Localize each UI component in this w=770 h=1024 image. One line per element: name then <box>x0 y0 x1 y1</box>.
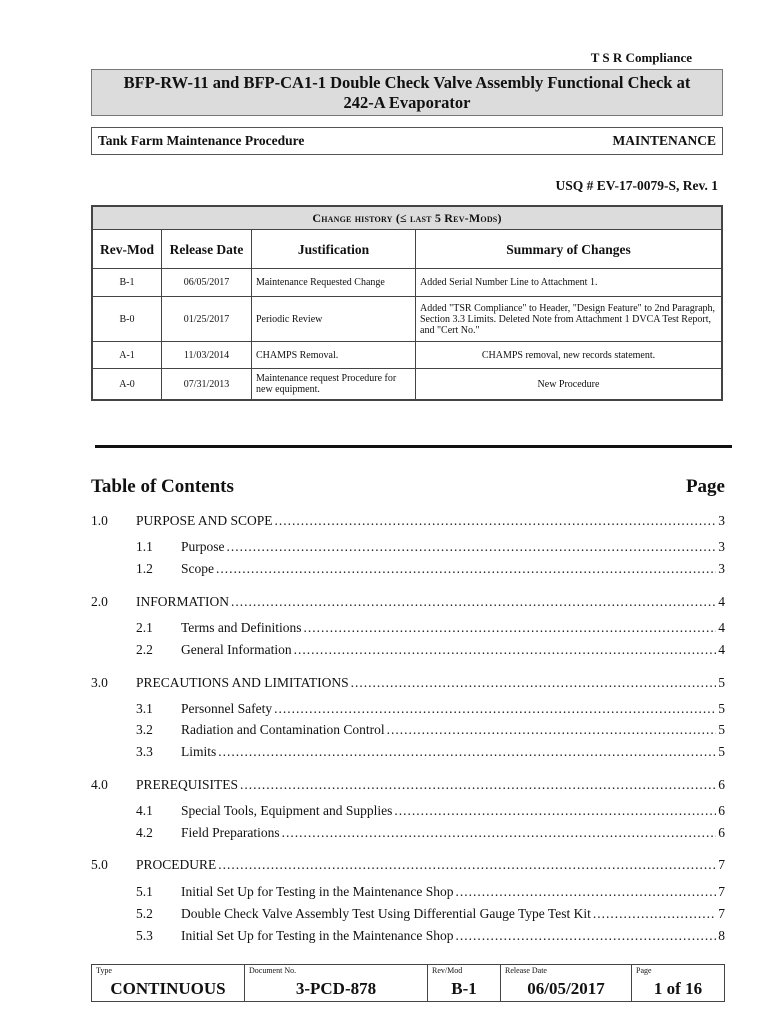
toc-label: Limits <box>181 744 217 759</box>
toc-page: 7 <box>718 857 725 872</box>
toc-title: Table of Contents <box>91 476 234 497</box>
toc-page: 5 <box>718 675 725 690</box>
toc-page: 4 <box>718 620 725 635</box>
usq-number: USQ # EV-17-0079-S, Rev. 1 <box>555 178 718 193</box>
toc-leader <box>282 825 717 841</box>
toc-leader <box>394 803 716 819</box>
footer-rev <box>428 965 501 1001</box>
toc-num: 5.2 <box>136 906 153 921</box>
footer-rev-label: Rev/Mod <box>432 966 463 975</box>
toc-label: Double Check Valve Assembly Test Using Differential Gauge Type Test Kit <box>181 906 591 921</box>
document-title <box>91 69 723 116</box>
toc-page: 4 <box>718 642 725 657</box>
toc-leader <box>351 675 717 691</box>
toc-entry[interactable] <box>91 513 725 531</box>
toc-page: 6 <box>718 825 725 840</box>
footer-rev-value: B-1 <box>451 979 477 998</box>
toc-num: 2.2 <box>136 642 153 657</box>
section-divider <box>95 445 732 448</box>
toc-leader <box>275 513 717 529</box>
toc-leader <box>218 857 716 873</box>
cell-summary: New Procedure <box>416 369 723 401</box>
toc-num: 5.0 <box>91 857 108 872</box>
change-history-title: Change history (≤ last 5 Rev-Mods) <box>92 206 722 230</box>
toc-leader <box>593 906 716 922</box>
toc-entry[interactable] <box>91 857 725 875</box>
table-row <box>92 269 722 297</box>
compliance-label: T S R Compliance <box>590 50 692 65</box>
toc-leader <box>456 928 717 944</box>
toc-entry[interactable] <box>136 906 725 924</box>
toc-entry[interactable] <box>91 675 725 693</box>
toc-num: 4.0 <box>91 777 108 792</box>
cell-rev: B-1 <box>92 269 162 297</box>
col-summary: Summary of Changes <box>416 230 723 269</box>
toc-label: INFORMATION <box>136 594 230 609</box>
cell-date: 11/03/2014 <box>162 342 252 369</box>
toc-leader <box>456 884 717 900</box>
cell-summary: Added Serial Number Line to Attachment 1. <box>416 269 723 297</box>
toc-num: 5.1 <box>136 884 153 899</box>
toc-num: 4.1 <box>136 803 153 818</box>
toc-entry[interactable] <box>91 594 725 612</box>
toc-entry[interactable] <box>136 803 725 821</box>
toc-entry[interactable] <box>136 701 725 719</box>
toc-leader <box>387 722 717 738</box>
title-line-2: 242-A Evaporator <box>343 93 471 112</box>
toc-entry[interactable] <box>136 620 725 638</box>
document-footer <box>91 964 725 1002</box>
toc-label: Scope <box>181 561 214 576</box>
toc-num: 3.0 <box>91 675 108 690</box>
toc-num: 3.1 <box>136 701 153 716</box>
toc-leader <box>216 561 716 577</box>
toc-leader <box>304 620 717 636</box>
toc-page: 5 <box>718 744 725 759</box>
toc-label: Field Preparations <box>181 825 280 840</box>
toc-label: PRECAUTIONS AND LIMITATIONS <box>136 675 349 690</box>
footer-doc-label: Document No. <box>249 966 297 975</box>
toc-label: Purpose <box>181 539 225 554</box>
toc-leader <box>218 744 716 760</box>
table-row <box>92 369 722 401</box>
toc-page: 3 <box>718 561 725 576</box>
cell-rev: A-0 <box>92 369 162 401</box>
toc-entry[interactable] <box>136 928 725 946</box>
toc-entry[interactable] <box>91 777 725 795</box>
toc-label: Initial Set Up for Testing in the Maintenance Shop <box>181 884 454 899</box>
toc-label: PROCEDURE <box>136 857 217 872</box>
change-history-table <box>91 205 723 401</box>
procedure-category: MAINTENANCE <box>612 133 716 148</box>
cell-justification: Maintenance request Procedure for new equipment. <box>252 369 416 401</box>
col-justification: Justification <box>252 230 416 269</box>
toc-label: PREREQUISITES <box>136 777 239 792</box>
footer-type <box>92 965 245 1001</box>
footer-page <box>632 965 724 1001</box>
toc-page: 5 <box>718 722 725 737</box>
footer-type-label: Type <box>96 966 112 975</box>
col-rev-mod: Rev-Mod <box>92 230 162 269</box>
toc-num: 5.3 <box>136 928 153 943</box>
cell-justification: Periodic Review <box>252 297 416 342</box>
toc-num: 4.2 <box>136 825 153 840</box>
toc-entry[interactable] <box>136 561 725 579</box>
toc-label: Initial Set Up for Testing in the Maintenance Shop <box>181 928 454 943</box>
toc-num: 1.0 <box>91 513 108 528</box>
cell-summary: Added "TSR Compliance" to Header, "Design Feature" to 2nd Paragraph, Section 3.3 Limits. Deleted Note from Attachment 1 DVCA Test Report, and "Cert No." <box>416 297 723 342</box>
toc-num: 2.1 <box>136 620 153 635</box>
toc-entry[interactable] <box>136 825 725 843</box>
toc-leader <box>274 701 716 717</box>
toc-label: Personnel Safety <box>181 701 273 716</box>
toc-num: 3.2 <box>136 722 153 737</box>
cell-rev: B-0 <box>92 297 162 342</box>
toc-leader <box>294 642 717 658</box>
cell-date: 06/05/2017 <box>162 269 252 297</box>
toc-label: Terms and Definitions <box>181 620 302 635</box>
toc-page: 6 <box>718 803 725 818</box>
toc-entry[interactable] <box>136 884 725 902</box>
toc-label: Radiation and Contamination Control <box>181 722 385 737</box>
cell-justification: CHAMPS Removal. <box>252 342 416 369</box>
toc-page: 7 <box>718 906 725 921</box>
cell-date: 07/31/2013 <box>162 369 252 401</box>
cell-justification: Maintenance Requested Change <box>252 269 416 297</box>
toc-page: 3 <box>718 513 725 528</box>
toc-entry[interactable] <box>136 722 725 740</box>
footer-date-label: Release Date <box>505 966 547 975</box>
footer-date-value: 06/05/2017 <box>527 979 605 998</box>
table-row <box>92 297 722 342</box>
cell-summary: CHAMPS removal, new records statement. <box>416 342 723 369</box>
toc-leader <box>240 777 716 793</box>
cell-rev: A-1 <box>92 342 162 369</box>
footer-type-value: CONTINUOUS <box>110 979 226 998</box>
toc-page: 4 <box>718 594 725 609</box>
toc-entry[interactable] <box>136 539 725 557</box>
toc-page: 7 <box>718 884 725 899</box>
toc-page: 6 <box>718 777 725 792</box>
toc-page: 8 <box>718 928 725 943</box>
toc-label: Special Tools, Equipment and Supplies <box>181 803 393 818</box>
toc-label: PURPOSE AND SCOPE <box>136 513 273 528</box>
footer-doc-value: 3-PCD-878 <box>295 979 377 998</box>
toc-page: 3 <box>718 539 725 554</box>
footer-date <box>501 965 632 1001</box>
title-line-1: BFP-RW-11 and BFP-CA1-1 Double Check Valve Assembly Functional Check at <box>123 73 691 92</box>
footer-doc <box>245 965 428 1001</box>
toc-num: 3.3 <box>136 744 153 759</box>
footer-page-value: 1 of 16 <box>653 979 703 998</box>
procedure-type: Tank Farm Maintenance Procedure <box>98 133 305 148</box>
toc-label: General Information <box>181 642 292 657</box>
table-row <box>92 342 722 369</box>
cell-date: 01/25/2017 <box>162 297 252 342</box>
toc-entry[interactable] <box>136 744 725 762</box>
col-release-date: Release Date <box>162 230 252 269</box>
procedure-type-bar <box>91 127 723 155</box>
toc-num: 1.2 <box>136 561 153 576</box>
toc-page: 5 <box>718 701 725 716</box>
toc-leader <box>227 539 717 555</box>
toc-leader <box>231 594 716 610</box>
toc-page-header: Page <box>685 476 725 497</box>
toc-entry[interactable] <box>136 642 725 660</box>
toc-num: 1.1 <box>136 539 153 554</box>
footer-page-label: Page <box>636 966 652 975</box>
toc-num: 2.0 <box>91 594 108 609</box>
